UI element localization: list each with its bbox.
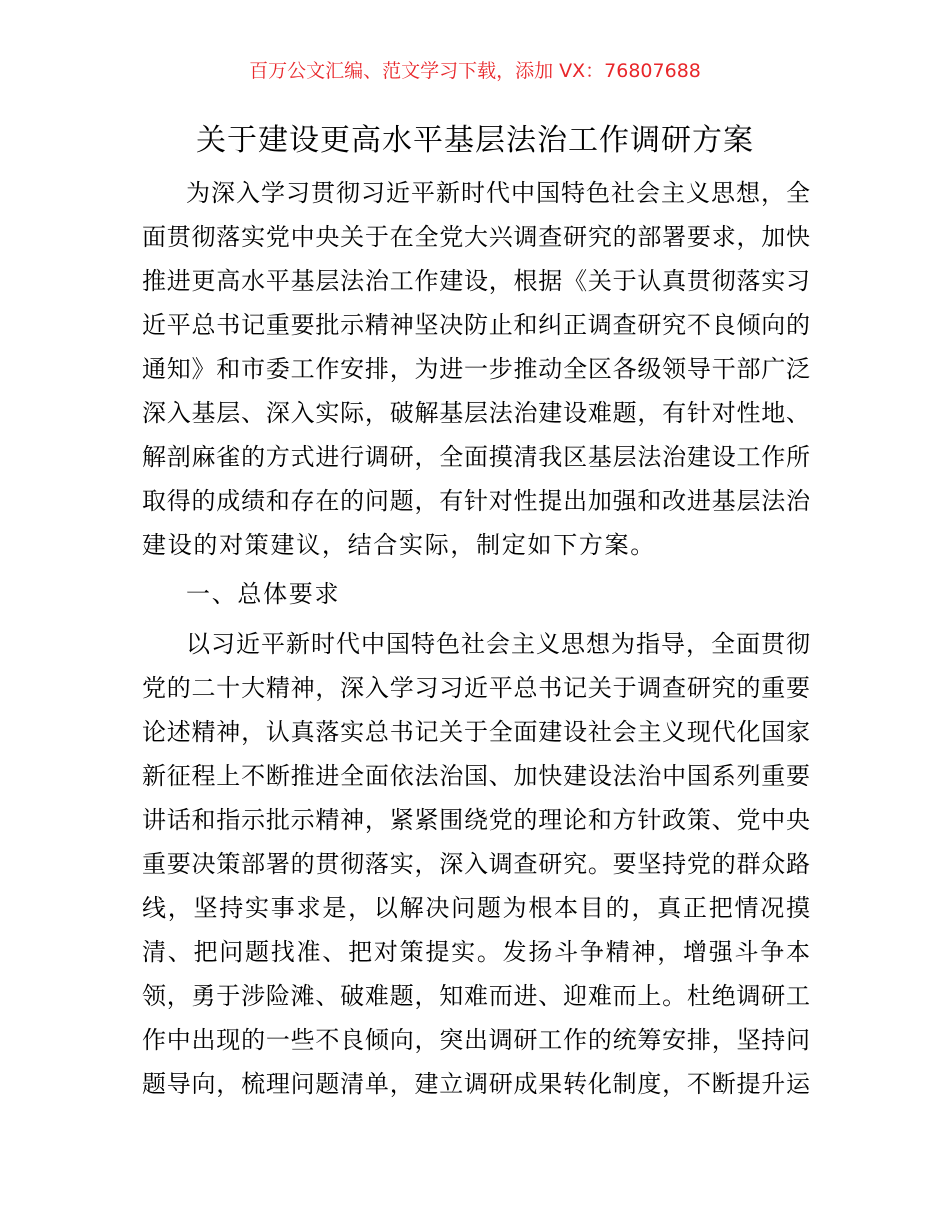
text-line: 线，坚持实事求是，以解决问题为根本目的，真正把情况摸 — [142, 894, 810, 922]
text-line: 论述精神，认真落实总书记关于全面建设社会主义现代化国家 — [142, 718, 810, 746]
text-line: 深入基层、深入实际，破解基层法治建设难题，有针对性地、 — [142, 399, 810, 427]
text-line: 党的二十大精神，深入学习习近平总书记关于调查研究的重要 — [142, 674, 810, 702]
document-body — [142, 171, 810, 1106]
text-line: 以习近平新时代中国特色社会主义思想为指导，全面贯彻 — [186, 630, 810, 658]
document-title: 关于建设更高水平基层法治工作调研方案 — [196, 123, 754, 158]
text-line: 通知》和市委工作安排，为进一步推动全区各级领导干部广泛 — [142, 355, 810, 383]
text-line: 推进更高水平基层法治工作建设，根据《关于认真贯彻落实习 — [142, 267, 810, 295]
text-line: 新征程上不断推进全面依法治国、加快建设法治中国系列重要 — [142, 762, 810, 790]
text-line: 取得的成绩和存在的问题，有针对性提出加强和改进基层法治 — [142, 487, 810, 515]
text-line: 解剖麻雀的方式进行调研，全面摸清我区基层法治建设工作所 — [142, 443, 810, 471]
text-line: 为深入学习贯彻习近平新时代中国特色社会主义思想，全 — [186, 179, 810, 207]
text-line: 作中出现的一些不良倾向，突出调研工作的统筹安排，坚持问 — [142, 1026, 810, 1054]
watermark-header: 百万公文汇编、范文学习下载，添加 VX：76807688 — [249, 60, 701, 82]
text-line: 领，勇于涉险滩、破难题，知难而进、迎难而上。杜绝调研工 — [142, 982, 810, 1010]
section-heading: 一、总体要求 — [186, 580, 341, 608]
paragraph-general-requirements — [142, 622, 810, 1106]
text-line: 面贯彻落实党中央关于在全党大兴调查研究的部署要求，加快 — [142, 223, 810, 251]
text-line: 近平总书记重要批示精神坚决防止和纠正调查研究不良倾向的 — [142, 311, 810, 339]
text-line: 题导向，梳理问题清单，建立调研成果转化制度，不断提升运 — [142, 1070, 810, 1098]
text-line: 重要决策部署的贯彻落实，深入调查研究。要坚持党的群众路 — [142, 850, 810, 878]
text-line: 清、把问题找准、把对策提实。发扬斗争精神，增强斗争本 — [142, 938, 810, 966]
text-line: 讲话和指示批示精神，紧紧围绕党的理论和方针政策、党中央 — [142, 806, 810, 834]
text-line: 建设的对策建议，结合实际，制定如下方案。 — [142, 531, 656, 559]
paragraph-intro — [142, 171, 810, 567]
